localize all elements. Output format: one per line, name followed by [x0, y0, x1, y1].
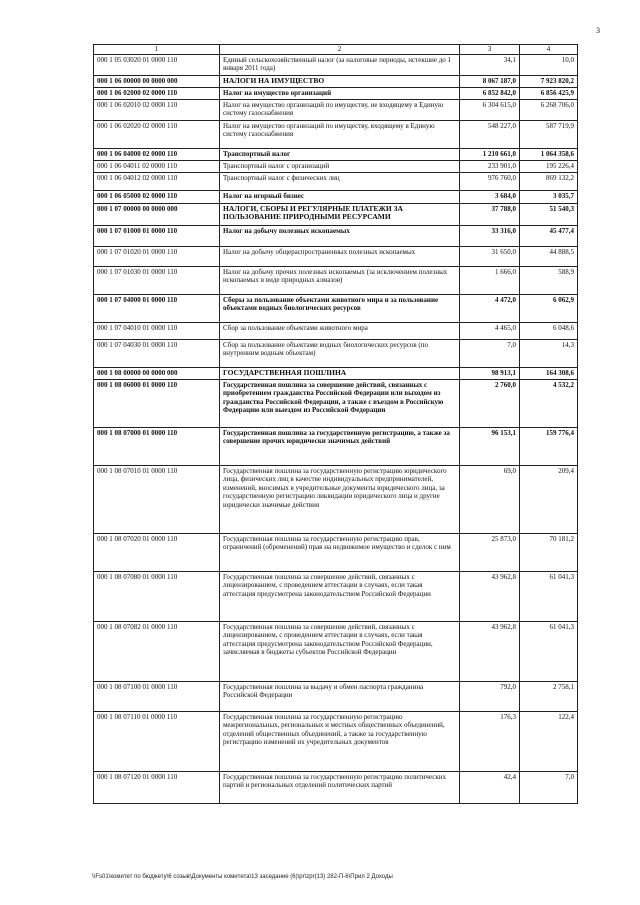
- row-value-actual: 209,4: [520, 465, 578, 533]
- table-row: [94, 427, 578, 465]
- row-value-actual: 51 540,3: [520, 203, 578, 225]
- row-name: Налог на имущество организаций по имуществу, входящему в Единую систему газоснабжения: [220, 120, 460, 148]
- row-value-plan: 8 067 187,0: [460, 75, 520, 87]
- row-name: Сборы за пользование объектами животного мира и за пользование объектами водных биологических ресурсов: [220, 294, 460, 322]
- row-name: Налог на добычу прочих полезных ископаемых (за исключением полезных ископаемых в виде природных алмазов): [220, 266, 460, 294]
- table-row: [94, 621, 578, 681]
- table-row: [94, 465, 578, 533]
- row-code: 000 1 08 07110 01 0000 110: [94, 711, 220, 771]
- row-value-actual: 6 062,9: [520, 294, 578, 322]
- row-code: 000 1 07 01000 01 0000 110: [94, 225, 220, 246]
- row-value-plan: 176,3: [460, 711, 520, 771]
- row-code: 000 1 08 07010 01 0000 110: [94, 465, 220, 533]
- row-code: 000 1 06 04011 02 0000 110: [94, 160, 220, 172]
- row-name: Налог на имущество организаций: [220, 87, 460, 99]
- row-value-plan: 25 873,0: [460, 533, 520, 571]
- header-col-1: 1: [94, 45, 220, 55]
- row-name: Налог на имущество организаций по имуществу, не входящему в Единую систему газоснабжения: [220, 99, 460, 120]
- row-value-actual: 159 776,4: [520, 427, 578, 465]
- row-value-actual: 869 132,2: [520, 172, 578, 190]
- row-value-actual: 164 308,6: [520, 367, 578, 379]
- row-name: Сбор за пользование объектами водных биологических ресурсов (по внутренним водным объектам): [220, 339, 460, 367]
- row-value-plan: 43 962,8: [460, 571, 520, 621]
- table-row: [94, 266, 578, 294]
- row-value-actual: 6 048,6: [520, 322, 578, 339]
- row-name: Государственная пошлина за выдачу и обмен паспорта гражданина Российской Федерации: [220, 681, 460, 711]
- row-name: Государственная пошлина за совершение действий, связанных с лицензированием, с проведением аттестации в случаях, если такая аттестация предусмотрена законодательством Российской Федерации, зачисляемая в бюджеты субъектов Российской Федерации: [220, 621, 460, 681]
- row-value-plan: 4 465,0: [460, 322, 520, 339]
- revenue-table-body: [94, 45, 578, 804]
- header-col-3: 3: [460, 45, 520, 55]
- row-value-actual: 587 719,9: [520, 120, 578, 148]
- row-name: Государственная пошлина за совершение действий, связанных с приобретением гражданства Российской Федерации или выходом из гражданства Российской Федерации, а также с въездом в Российскую Федерацию или выездом из Российской Федерации: [220, 379, 460, 427]
- table-row: [94, 99, 578, 120]
- row-value-actual: 7,0: [520, 771, 578, 803]
- table-row: [94, 246, 578, 266]
- row-code: 000 1 05 03020 01 0000 110: [94, 54, 220, 75]
- row-value-plan: 43 962,8: [460, 621, 520, 681]
- table-row: [94, 87, 578, 99]
- table-row: [94, 571, 578, 621]
- row-value-actual: 3 035,7: [520, 190, 578, 203]
- row-value-plan: 42,4: [460, 771, 520, 803]
- row-value-plan: 976 760,0: [460, 172, 520, 190]
- row-code: 000 1 07 04000 01 0000 110: [94, 294, 220, 322]
- page-number: 3: [596, 26, 600, 35]
- row-value-actual: 2 758,1: [520, 681, 578, 711]
- table-row: [94, 203, 578, 225]
- row-value-actual: 10,0: [520, 54, 578, 75]
- row-value-actual: 61 041,3: [520, 571, 578, 621]
- row-name: Государственная пошлина за государственную регистрацию межрегиональных, региональных и местных общественных объединений, отделений общественных объединений, а также за государственную регистрацию изменений их учредительных документов: [220, 711, 460, 771]
- row-code: 000 1 08 06000 01 0000 110: [94, 379, 220, 427]
- row-code: 000 1 08 07082 01 0000 110: [94, 621, 220, 681]
- row-value-plan: 31 650,0: [460, 246, 520, 266]
- row-code: 000 1 07 01020 01 0000 110: [94, 246, 220, 266]
- row-code: 000 1 07 01030 01 0000 110: [94, 266, 220, 294]
- revenue-table: [93, 44, 578, 804]
- table-row: [94, 75, 578, 87]
- row-code: 000 1 06 02010 02 0000 110: [94, 99, 220, 120]
- row-code: 000 1 06 02020 02 0000 110: [94, 120, 220, 148]
- row-code: 000 1 08 07000 01 0000 110: [94, 427, 220, 465]
- row-value-plan: 3 684,0: [460, 190, 520, 203]
- row-value-actual: 1 064 358,6: [520, 148, 578, 160]
- row-value-plan: 69,0: [460, 465, 520, 533]
- row-code: 000 1 06 04012 02 0000 110: [94, 172, 220, 190]
- row-value-plan: 6 304 615,0: [460, 99, 520, 120]
- row-code: 000 1 08 07020 01 0000 110: [94, 533, 220, 571]
- table-header-row: [94, 45, 578, 55]
- row-value-actual: 195 226,4: [520, 160, 578, 172]
- row-value-actual: 44 888,5: [520, 246, 578, 266]
- row-value-actual: 122,4: [520, 711, 578, 771]
- row-name: Государственная пошлина за государственную регистрацию юридического лица, физических лиц в качестве индивидуальных предпринимателей, изменений, вносимых в учредительные документы юридического лица, за государственную регистрацию ликвидации юридического лица и другие юридически значимые действия: [220, 465, 460, 533]
- table-row: [94, 322, 578, 339]
- row-value-plan: 1 210 661,0: [460, 148, 520, 160]
- row-value-actual: 6 268 706,0: [520, 99, 578, 120]
- row-code: 000 1 08 07100 01 0000 110: [94, 681, 220, 711]
- row-name: Сбор за пользование объектами животного мира: [220, 322, 460, 339]
- row-code: 000 1 07 04010 01 0000 110: [94, 322, 220, 339]
- row-value-actual: 4 532,2: [520, 379, 578, 427]
- row-value-actual: 588,9: [520, 266, 578, 294]
- row-name: НАЛОГИ, СБОРЫ И РЕГУЛЯРНЫЕ ПЛАТЕЖИ ЗА ПОЛЬЗОВАНИЕ ПРИРОДНЫМИ РЕСУРСАМИ: [220, 203, 460, 225]
- row-value-plan: 34,1: [460, 54, 520, 75]
- row-value-plan: 2 760,0: [460, 379, 520, 427]
- table-row: [94, 681, 578, 711]
- row-value-plan: 4 472,0: [460, 294, 520, 322]
- header-col-4: 4: [520, 45, 578, 55]
- table-row: [94, 711, 578, 771]
- row-name: Транспортный налог с физических лиц: [220, 172, 460, 190]
- row-code: 000 1 07 04030 01 0000 110: [94, 339, 220, 367]
- table-row: [94, 148, 578, 160]
- row-value-plan: 37 788,0: [460, 203, 520, 225]
- row-name: Государственная пошлина за государственную регистрацию прав, ограничений (обременений) прав на недвижимое имущество и сделок с ним: [220, 533, 460, 571]
- row-code: 000 1 06 04000 02 0000 110: [94, 148, 220, 160]
- row-value-plan: 7,0: [460, 339, 520, 367]
- table-row: [94, 339, 578, 367]
- table-row: [94, 294, 578, 322]
- table-row: [94, 533, 578, 571]
- row-name: НАЛОГИ НА ИМУЩЕСТВО: [220, 75, 460, 87]
- row-value-plan: 98 913,1: [460, 367, 520, 379]
- row-name: Транспортный налог: [220, 148, 460, 160]
- header-col-2: 2: [220, 45, 460, 55]
- row-name: Государственная пошлина за государственную регистрацию, а также за совершение прочих юридически значимых действий: [220, 427, 460, 465]
- table-row: [94, 160, 578, 172]
- row-name: Транспортный налог с организаций: [220, 160, 460, 172]
- table-row: [94, 379, 578, 427]
- table-row: [94, 120, 578, 148]
- row-value-plan: 548 227,0: [460, 120, 520, 148]
- row-value-plan: 33 316,0: [460, 225, 520, 246]
- row-code: 000 1 07 00000 00 0000 000: [94, 203, 220, 225]
- row-value-plan: 96 153,1: [460, 427, 520, 465]
- row-value-plan: 6 852 842,0: [460, 87, 520, 99]
- row-code: 000 1 08 00000 00 0000 000: [94, 367, 220, 379]
- row-name: Государственная пошлина за государственную регистрацию политических партий и региональных отделений политических партий: [220, 771, 460, 803]
- file-path-footer: \\Fs01\комитет по бюджету\6 созыв\Документы комитета\13 заседание (6)\pr\zpr(13) 282-П-6\Прил 2 Доходы: [92, 874, 393, 880]
- table-row: [94, 190, 578, 203]
- row-code: 000 1 08 07120 01 0000 110: [94, 771, 220, 803]
- row-name: Государственная пошлина за совершение действий, связанных с лицензированием, с проведением аттестации в случаях, если такая аттестация предусмотрена законодательством Российской Федерации: [220, 571, 460, 621]
- row-value-actual: 7 923 820,2: [520, 75, 578, 87]
- row-value-plan: 792,0: [460, 681, 520, 711]
- row-value-plan: 1 666,0: [460, 266, 520, 294]
- row-value-actual: 6 856 425,9: [520, 87, 578, 99]
- table-row: [94, 172, 578, 190]
- row-value-actual: 61 041,3: [520, 621, 578, 681]
- row-value-plan: 233 901,0: [460, 160, 520, 172]
- row-code: 000 1 06 02000 02 0000 110: [94, 87, 220, 99]
- row-name: Налог на игорный бизнес: [220, 190, 460, 203]
- row-name: Налог на добычу полезных ископаемых: [220, 225, 460, 246]
- row-value-actual: 45 477,4: [520, 225, 578, 246]
- table-row: [94, 225, 578, 246]
- row-name: Налог на добычу общераспространенных полезных ископаемых: [220, 246, 460, 266]
- row-value-actual: 70 181,2: [520, 533, 578, 571]
- table-row: [94, 54, 578, 75]
- row-name: Единый сельскохозяйственный налог (за налоговые периоды, истекшие до 1 января 2011 года): [220, 54, 460, 75]
- row-value-actual: 14,3: [520, 339, 578, 367]
- table-row: [94, 771, 578, 803]
- row-code: 000 1 08 07080 01 0000 110: [94, 571, 220, 621]
- table-row: [94, 367, 578, 379]
- row-code: 000 1 06 00000 00 0000 000: [94, 75, 220, 87]
- row-code: 000 1 06 05000 02 0000 110: [94, 190, 220, 203]
- row-name: ГОСУДАРСТВЕННАЯ ПОШЛИНА: [220, 367, 460, 379]
